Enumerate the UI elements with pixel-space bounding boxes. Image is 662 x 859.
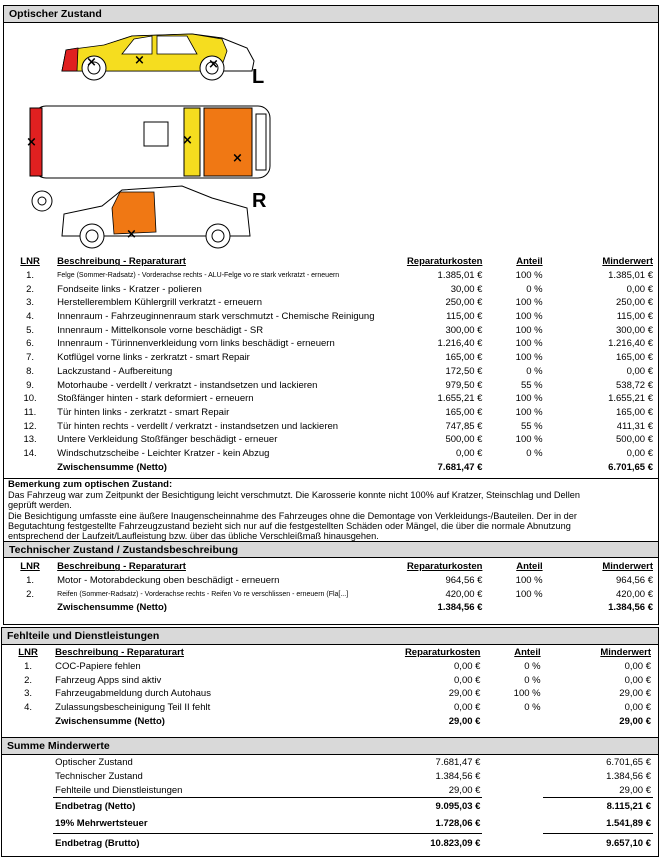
table-row [5,574,655,588]
row-repair-cost: 0,00 € [454,702,481,714]
row-description: COC-Papiere fehlen [55,661,141,673]
row-share: 100 % [515,434,543,446]
table-row [5,392,655,406]
col-header-share: Anteil [514,647,541,659]
row-depreciation: 0,00 € [626,365,653,377]
row-repair-cost: 0,00 € [454,674,481,686]
svg-text:×: × [208,57,219,72]
row-description: Fahrzeugabmeldung durch Autohaus [55,688,211,700]
table-row [5,282,655,296]
subtotal-value: 29,00 € [619,715,651,727]
row-repair-cost: 979,50 € [445,379,483,391]
summary-row [3,770,653,784]
summary-value: 29,00 € [619,784,651,796]
row-share: 100 % [515,297,543,309]
row-depreciation: 420,00 € [616,588,653,600]
row-depreciation: 300,00 € [616,324,653,336]
col-header-cost: Reparaturkosten [404,647,481,659]
row-depreciation: 1.385,01 € [608,270,653,282]
table-row [5,406,655,420]
row-description: Innenraum - Fahrzeuginnenraum stark verschmutzt - Chemische Reinigung [57,311,375,323]
row-description: Reifen (Sommer-Radsatz) - Vorderachse rechts - Reifen Vo re verschlissen - erneuern (Fla[...] [57,590,349,598]
table-row [5,351,655,365]
row-description: Fahrzeug Apps sind aktiv [55,674,162,686]
row-depreciation: 411,31 € [616,420,653,432]
technical-table [5,560,655,615]
row-description: Windschutzscheibe - Leichter Kratzer - kein Abzug [57,447,270,459]
summary-gross-label: Endbetrag (Brutto) [53,834,386,853]
svg-text:×: × [232,151,243,166]
summary-gross-cost: 10.823,09 € [386,834,482,853]
row-depreciation: 1.216,40 € [608,338,653,350]
row-repair-cost: 964,56 € [445,575,483,587]
summary-net-cost: 9.095,03 € [386,798,482,815]
subtotal-cost: 29,00 € [448,715,481,727]
technical-rows [5,574,655,601]
row-lnr: 11. [23,406,37,418]
row-description: Lackzustand - Aufbereitung [57,365,173,377]
row-depreciation: 0,00 € [624,661,651,673]
table-row [5,419,655,433]
summary-cost: 1.384,56 € [435,771,481,783]
row-lnr: 2. [26,283,35,295]
row-description: Motor - Motorabdeckung oben beschädigt - erneuern [57,575,280,587]
table-row [5,587,655,601]
row-lnr: 1. [24,661,33,673]
car-top-view [26,106,270,178]
summary-cost: 29,00 € [448,784,481,796]
remark-line: entsprechend der Laufzeit/Laufleistung bzw. über das übliche Verschleißmaß hinausgehen. [8,531,379,542]
remark-title: Bemerkung zum optischen Zustand: [8,479,173,490]
summary-vat-row [3,815,653,834]
row-repair-cost: 1.385,01 € [437,270,483,282]
summary-cost: 7.681,47 € [435,757,481,769]
car-label-left: L [252,66,265,88]
subtotal-label: Zwischensumme (Netto) [55,715,165,727]
table-row [5,337,655,351]
row-lnr: 8. [26,365,35,377]
damage-area-orange-hood [204,108,252,176]
row-lnr: 5. [26,324,35,336]
row-lnr: 14. [23,447,37,459]
summary-value: 6.701,65 € [606,757,651,769]
row-share: 100 % [515,588,543,600]
summary-row [3,783,653,797]
summary-net-label: Endbetrag (Netto) [53,798,386,815]
spacer [482,770,542,784]
row-repair-cost: 300,00 € [445,324,483,336]
row-repair-cost: 115,00 € [446,311,483,323]
optical-damage-table [5,255,655,474]
col-header-cost: Reparaturkosten [406,256,483,268]
summary-section-title: Summe Minderwerte [1,737,659,755]
summary-rows [3,756,653,798]
row-share: 100 % [515,270,543,282]
summary-table [3,756,653,853]
summary-vat-value: 1.541,89 € [606,818,651,830]
optical-section-title: Optischer Zustand [3,5,659,23]
row-share: 0 % [526,365,543,377]
col-header-share: Anteil [516,256,543,268]
row-depreciation: 115,00 € [616,311,653,323]
row-share: 100 % [515,352,543,364]
summary-row [3,756,653,770]
missing-rows [3,660,653,715]
row-depreciation: 538,72 € [616,379,653,391]
row-depreciation: 0,00 € [624,674,651,686]
col-header-desc: Beschreibung - Reparaturart [57,561,186,573]
row-depreciation: 1.655,21 € [608,393,653,405]
remark-line: Begutachtung festgestellte Fahrzeugzustand bezieht sich nur auf die festgestellten Schäden oder Mängel, die über die normale Abnutzung [8,520,571,531]
table-row [5,323,655,337]
svg-text:×: × [126,227,137,242]
row-share: 55 % [520,379,543,391]
row-share: 0 % [524,702,541,714]
car-damage-diagram [22,26,282,254]
table-row [5,269,655,283]
summary-label: Optischer Zustand [55,757,133,769]
svg-text:×: × [86,55,97,70]
row-share: 0 % [524,674,541,686]
optical-subtotal-row [5,460,655,474]
summary-value: 1.384,56 € [606,771,651,783]
spacer [482,783,542,797]
table-row [5,433,655,447]
optical-remark [8,480,653,541]
row-lnr: 4. [24,702,33,714]
row-repair-cost: 500,00 € [445,434,483,446]
missing-section-title: Fehlteile und Dienstleistungen [1,627,659,645]
row-depreciation: 165,00 € [616,352,653,364]
remark-line: Das Fahrzeug war zum Zeitpunkt der Besichtigung leicht verschmutzt. Die Karosserie konnte nicht 100% auf Kratzer, Steinschlag und Dellen [8,490,580,501]
col-header-lnr: LNR [20,256,40,268]
row-lnr: 4. [26,311,35,323]
table-row [5,378,655,392]
row-share: 0 % [526,283,543,295]
row-description: Untere Verkleidung Stoßfänger beschädigt - erneuer [57,434,278,446]
missing-table [3,646,653,728]
row-description: Tür hinten links - zerkratzt - smart Repair [57,406,230,418]
row-lnr: 7. [26,352,35,364]
svg-text:×: × [26,135,37,150]
row-lnr: 1. [26,270,35,282]
row-lnr: 2. [24,674,33,686]
row-description: Motorhaube - verdellt / verkratzt - instandsetzen und lackieren [57,379,318,391]
row-description: Stoßfänger hinten - stark deformiert - erneuern [57,393,254,405]
row-lnr: 6. [26,338,35,350]
row-repair-cost: 747,85 € [445,420,483,432]
row-repair-cost: 1.655,21 € [437,393,483,405]
table-row [5,310,655,324]
row-depreciation: 0,00 € [624,702,651,714]
row-share: 100 % [515,575,543,587]
table-row [3,701,653,715]
svg-text:×: × [134,53,145,68]
row-depreciation: 0,00 € [626,283,653,295]
remark-line: geprüft werden. [8,500,72,511]
car-label-right: R [252,190,267,212]
subtotal-label: Zwischensumme (Netto) [57,461,167,473]
subtotal-value: 1.384,56 € [608,602,653,614]
subtotal-cost: 1.384,56 € [437,602,483,614]
row-lnr: 2. [26,588,35,600]
table-row [3,673,653,687]
row-lnr: 3. [26,297,35,309]
table-row [5,365,655,379]
row-lnr: 1. [26,575,35,587]
col-header-share: Anteil [516,561,543,573]
spacer [3,756,53,770]
row-share: 100 % [515,324,543,336]
spacer [482,756,542,770]
row-description: Kotflügel vorne links - zerkratzt - smart Repair [57,352,250,364]
row-share: 100 % [515,393,543,405]
row-repair-cost: 29,00 € [448,688,481,700]
col-header-lnr: LNR [20,561,40,573]
technical-section-title: Technischer Zustand / Zustandsbeschreibung [3,541,659,558]
row-depreciation: 964,56 € [616,575,653,587]
row-lnr: 12. [23,420,37,432]
row-description: Innenraum - Mittelkonsole vorne beschädigt - SR [57,324,264,336]
summary-gross-value: 9.657,10 € [543,834,653,853]
col-header-value: Minderwert [600,647,651,659]
col-header-cost: Reparaturkosten [406,561,483,573]
subtotal-label: Zwischensumme (Netto) [57,602,167,614]
subtotal-cost: 7.681,47 € [437,461,483,473]
technical-subtotal-row [5,601,655,615]
row-description: Felge (Sommer-Radsatz) - Vorderachse rechts - ALU-Felge vo re stark verkratzt - erneuern [57,272,340,280]
summary-label: Technischer Zustand [55,771,143,783]
row-depreciation: 165,00 € [616,406,653,418]
table-row [3,660,653,674]
row-description: Fondseite links - Kratzer - polieren [57,283,202,295]
car-right-side-view [32,186,250,248]
spacer [3,783,53,797]
row-share: 100 % [515,338,543,350]
damage-area-red-left-front [62,48,78,71]
row-repair-cost: 0,00 € [454,661,481,673]
row-repair-cost: 165,00 € [445,406,483,418]
row-share: 100 % [515,406,543,418]
col-header-lnr: LNR [18,647,38,659]
row-share: 100 % [515,311,543,323]
optical-rows [5,269,655,461]
summary-net-row [3,798,653,815]
row-depreciation: 0,00 € [626,447,653,459]
subtotal-value: 6.701,65 € [608,461,653,473]
summary-label: Fehlteile und Dienstleistungen [55,784,183,796]
row-lnr: 9. [26,379,35,391]
row-description: Zulassungsbescheinigung Teil II fehlt [55,702,211,714]
svg-text:×: × [182,133,193,148]
table-row [5,447,655,461]
col-header-desc: Beschreibung - Reparaturart [55,647,184,659]
row-repair-cost: 30,00 € [450,283,483,295]
summary-net-value: 8.115,21 € [543,798,653,815]
row-repair-cost: 250,00 € [445,297,483,309]
row-description: Innenraum - Türinnenverkleidung vorn links beschädigt - erneuern [57,338,335,350]
row-repair-cost: 1.216,40 € [437,338,483,350]
row-repair-cost: 0,00 € [456,447,483,459]
row-depreciation: 250,00 € [616,297,653,309]
col-header-desc: Beschreibung - Reparaturart [57,256,186,268]
row-description: Herstelleremblem Kühlergrill verkratzt - erneuern [57,297,262,309]
col-header-value: Minderwert [602,561,653,573]
row-share: 55 % [520,420,543,432]
missing-subtotal-row [3,714,653,728]
spacer [3,770,53,784]
row-repair-cost: 165,00 € [445,352,483,364]
row-repair-cost: 172,50 € [445,365,483,377]
table-row [5,296,655,310]
row-share: 100 % [513,688,541,700]
row-share: 0 % [524,661,541,673]
car-left-side-view [62,34,254,80]
summary-vat-label: 19% Mehrwertsteuer [55,818,148,830]
row-lnr: 3. [24,688,33,700]
row-share: 0 % [526,447,543,459]
row-description: Tür hinten rechts - verdellt / verkratzt - instandsetzen und lackieren [57,420,339,432]
row-depreciation: 29,00 € [619,688,651,700]
row-depreciation: 500,00 € [616,434,653,446]
summary-gross-row [3,834,653,853]
summary-vat-cost: 1.728,06 € [435,818,481,830]
col-header-value: Minderwert [602,256,653,268]
remark-line: Die Besichtigung umfasste eine äußere Inaugenscheinnahme des Fahrzeuges ohne die Demontage von Verkleidungs-/Bauteilen. Der in der [8,510,577,521]
table-row [3,687,653,701]
row-lnr: 10. [23,393,37,405]
row-lnr: 13. [23,434,37,446]
row-repair-cost: 420,00 € [445,588,483,600]
